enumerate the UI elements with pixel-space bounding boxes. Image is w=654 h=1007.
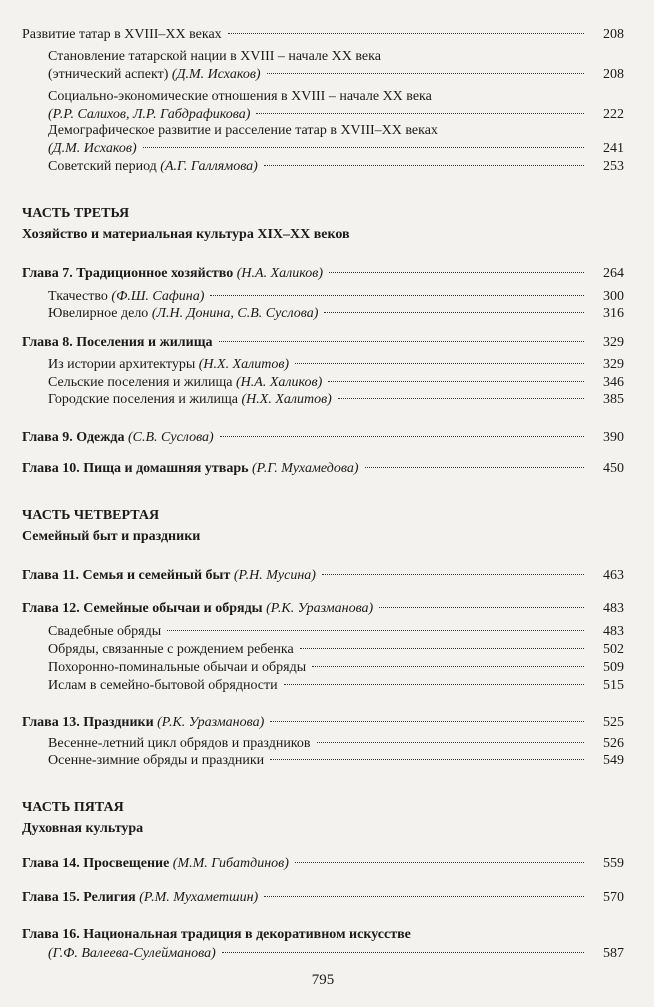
toc-entry-title: Осенне-зимние обряды и праздники bbox=[48, 753, 265, 768]
leader-dots bbox=[295, 862, 584, 863]
toc-entry[interactable] bbox=[22, 26, 624, 44]
chapter-page: 559 bbox=[603, 856, 624, 871]
toc-entry-title: Демографическое развитие и расселение татар в XVIII–XX веках bbox=[48, 123, 438, 138]
leader-dots bbox=[329, 272, 584, 273]
toc-entry-author: (Р.Р. Салихов, Л.Р. Габдрафикова) bbox=[48, 107, 251, 122]
leader-dots bbox=[322, 574, 584, 575]
toc-entry-author: (Н.Х. Халитов) bbox=[198, 357, 290, 372]
chapter-author: (М.М. Гибатдинов) bbox=[172, 856, 289, 871]
leader-dots bbox=[270, 759, 584, 760]
chapter-author: (Р.Г. Мухамедова) bbox=[252, 461, 359, 476]
leader-dots bbox=[143, 147, 584, 148]
chapter-page: 483 bbox=[603, 601, 624, 616]
chapter-page: 329 bbox=[603, 335, 624, 350]
toc-entry-author: (Н.Х. Халитов) bbox=[241, 392, 332, 407]
toc-entry[interactable] bbox=[48, 66, 624, 84]
toc-entry-page: 526 bbox=[603, 736, 624, 751]
toc-entry-page: 346 bbox=[603, 375, 624, 390]
leader-dots bbox=[167, 630, 584, 631]
toc-entry-page: 222 bbox=[603, 107, 624, 122]
toc-entry-page: 208 bbox=[603, 27, 624, 42]
chapter-page: 570 bbox=[603, 890, 624, 905]
leader-dots bbox=[267, 73, 584, 74]
chapter-author: (Р.К. Уразманова) bbox=[266, 601, 374, 616]
toc-entry[interactable] bbox=[48, 356, 624, 374]
part-title: Хозяйство и материальная культура XIX–XX веков bbox=[22, 227, 350, 242]
leader-dots bbox=[228, 33, 584, 34]
toc-entry[interactable] bbox=[48, 641, 624, 659]
chapter-author: (Р.М. Мухаметшин) bbox=[139, 890, 259, 905]
toc-entry-author: (А.Г. Галлямова) bbox=[160, 159, 258, 174]
chapter-page: 264 bbox=[603, 266, 624, 281]
toc-chapter[interactable] bbox=[22, 334, 624, 352]
chapter-title: Глава 7. Традиционное хозяйство bbox=[22, 266, 237, 281]
toc-entry-title: Обряды, связанные с рождением ребенка bbox=[48, 642, 294, 657]
chapter-page: 390 bbox=[603, 430, 624, 445]
toc-chapter[interactable] bbox=[22, 889, 624, 907]
table-of-contents-page bbox=[22, 0, 624, 1007]
toc-entry-page: 549 bbox=[603, 753, 624, 768]
toc-entry[interactable] bbox=[48, 752, 624, 770]
chapter-author: (Р.Н. Мусина) bbox=[233, 568, 316, 583]
toc-entry-title: (этнический аспект) bbox=[48, 67, 172, 82]
toc-entry-page: 385 bbox=[603, 392, 624, 407]
leader-dots bbox=[317, 742, 584, 743]
toc-entry[interactable] bbox=[48, 288, 624, 306]
toc-entry-author: (Д.М. Исхаков) bbox=[48, 141, 137, 156]
chapter-page: 587 bbox=[603, 946, 624, 961]
toc-chapter[interactable] bbox=[48, 945, 624, 963]
toc-entry-page: 329 bbox=[603, 357, 624, 372]
toc-entry[interactable] bbox=[48, 659, 624, 677]
toc-chapter[interactable] bbox=[22, 714, 624, 732]
toc-entry-title: Свадебные обряды bbox=[48, 624, 162, 639]
chapter-author: (Н.А. Халиков) bbox=[236, 266, 324, 281]
toc-entry-page: 253 bbox=[603, 159, 624, 174]
toc-entry[interactable] bbox=[48, 623, 624, 641]
toc-entry-title: Ислам в семейно-бытовой обрядности bbox=[48, 678, 278, 693]
toc-entry-title: Становление татарской нации в XVIII – начале XX века bbox=[48, 49, 381, 64]
chapter-title: Глава 12. Семейные обычаи и обряды bbox=[22, 601, 267, 616]
leader-dots bbox=[295, 363, 584, 364]
leader-dots bbox=[220, 436, 584, 437]
toc-entry[interactable] bbox=[48, 677, 624, 695]
leader-dots bbox=[338, 398, 584, 399]
toc-entry-title: Развитие татар в XVIII–XX веках bbox=[22, 27, 222, 42]
part-label: ЧАСТЬ ПЯТАЯ bbox=[22, 800, 124, 815]
toc-entry-page: 502 bbox=[603, 642, 624, 657]
toc-entry-author: (Д.М. Исхаков) bbox=[171, 67, 261, 82]
leader-dots bbox=[324, 312, 584, 313]
toc-entry[interactable] bbox=[48, 391, 624, 409]
leader-dots bbox=[264, 165, 584, 166]
toc-entry[interactable] bbox=[48, 305, 624, 323]
toc-entry-author: (Ф.Ш. Сафина) bbox=[111, 289, 205, 304]
leader-dots bbox=[219, 341, 584, 342]
toc-entry-page: 241 bbox=[603, 141, 624, 156]
toc-entry-page: 208 bbox=[603, 67, 624, 82]
leader-dots bbox=[379, 607, 584, 608]
leader-dots bbox=[300, 648, 584, 649]
toc-entry-title: Похоронно-поминальные обычаи и обряды bbox=[48, 660, 307, 675]
toc-entry-page: 316 bbox=[603, 306, 624, 321]
toc-entry-title: Сельские поселения и жилища bbox=[48, 375, 237, 390]
chapter-title: Глава 14. Просвещение bbox=[22, 856, 173, 871]
leader-dots bbox=[312, 666, 584, 667]
leader-dots bbox=[264, 896, 584, 897]
leader-dots bbox=[270, 721, 584, 722]
part-title: Духовная культура bbox=[22, 821, 144, 836]
toc-entry[interactable] bbox=[48, 735, 624, 753]
toc-entry-title: Советский период bbox=[48, 159, 161, 174]
leader-dots bbox=[328, 381, 584, 382]
toc-chapter[interactable] bbox=[22, 855, 624, 873]
toc-entry[interactable] bbox=[48, 158, 624, 176]
toc-entry[interactable] bbox=[48, 374, 624, 392]
chapter-title: Глава 9. Одежда bbox=[22, 430, 128, 445]
part-title: Семейный быт и праздники bbox=[22, 529, 201, 544]
part-label: ЧАСТЬ ТРЕТЬЯ bbox=[22, 206, 130, 221]
chapter-title: Глава 8. Поселения и жилища bbox=[22, 335, 213, 350]
leader-dots bbox=[365, 467, 585, 468]
toc-chapter[interactable] bbox=[22, 265, 624, 283]
toc-chapter[interactable] bbox=[22, 600, 624, 618]
toc-entry-title: Ювелирное дело bbox=[48, 306, 152, 321]
chapter-title: Глава 16. Национальная традиция в декоративном искусстве bbox=[22, 927, 411, 942]
chapter-page: 450 bbox=[603, 461, 624, 476]
chapter-page: 463 bbox=[603, 568, 624, 583]
toc-entry-title: Весенне-летний цикл обрядов и праздников bbox=[48, 736, 311, 751]
chapter-title: Глава 13. Праздники bbox=[22, 715, 158, 730]
toc-entry-page: 509 bbox=[603, 660, 624, 675]
toc-entry[interactable] bbox=[48, 140, 624, 158]
chapter-page: 525 bbox=[603, 715, 624, 730]
leader-dots bbox=[222, 952, 584, 953]
toc-entry-author: (Н.А. Халиков) bbox=[236, 375, 323, 390]
toc-entry-page: 515 bbox=[603, 678, 624, 693]
toc-entry-title: Из истории архитектуры bbox=[48, 357, 199, 372]
chapter-author: (Р.К. Уразманова) bbox=[157, 715, 265, 730]
toc-chapter[interactable] bbox=[22, 429, 624, 447]
leader-dots bbox=[256, 113, 584, 114]
leader-dots bbox=[210, 295, 584, 296]
toc-chapter[interactable] bbox=[22, 567, 624, 585]
page-number: 795 bbox=[311, 972, 335, 988]
chapter-author: (Г.Ф. Валеева-Сулейманова) bbox=[48, 946, 216, 961]
leader-dots bbox=[284, 684, 584, 685]
chapter-title: Глава 11. Семья и семейный быт bbox=[22, 568, 234, 583]
chapter-title: Глава 10. Пища и домашняя утварь bbox=[22, 461, 253, 476]
chapter-title: Глава 15. Религия bbox=[22, 890, 140, 905]
toc-entry-title: Ткачество bbox=[48, 289, 112, 304]
toc-chapter[interactable] bbox=[22, 460, 624, 478]
chapter-author: (С.В. Суслова) bbox=[127, 430, 214, 445]
part-label: ЧАСТЬ ЧЕТВЕРТАЯ bbox=[22, 508, 160, 523]
toc-entry-title: Социально-экономические отношения в XVIII – начале XX века bbox=[48, 89, 432, 104]
toc-entry-author: (Л.Н. Донина, С.В. Суслова) bbox=[151, 306, 319, 321]
toc-entry-page: 300 bbox=[603, 289, 624, 304]
toc-entry-title: Городские поселения и жилища bbox=[48, 392, 242, 407]
toc-entry-page: 483 bbox=[603, 624, 624, 639]
